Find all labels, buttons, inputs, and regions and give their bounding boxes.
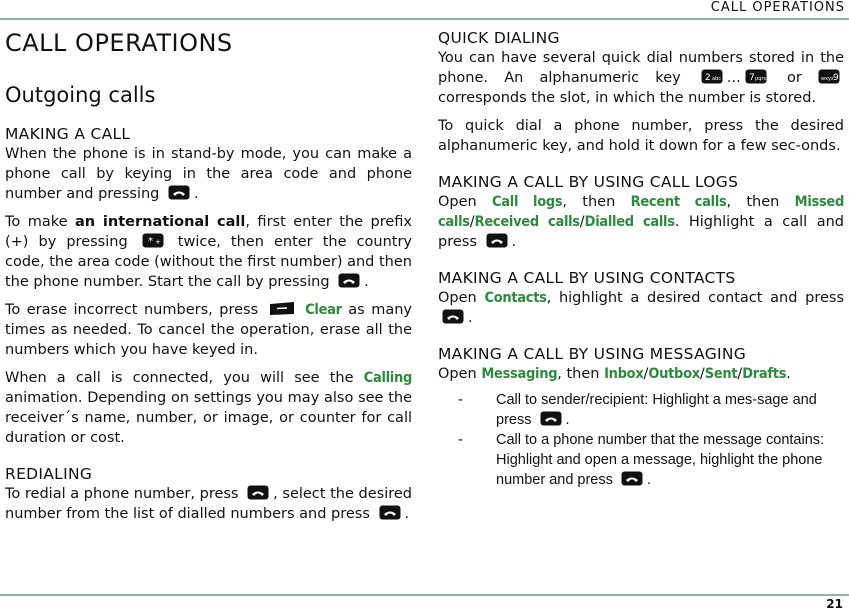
call-key-icon	[540, 411, 562, 426]
heading-call-logs: MAKING A CALL BY USING CALL LOGS	[438, 173, 739, 191]
page-number: 21	[826, 597, 843, 611]
call-key-icon	[247, 485, 269, 500]
svg-text:2: 2	[704, 73, 711, 83]
heading-messaging: MAKING A CALL BY USING MESSAGING	[438, 345, 747, 363]
heading-redialing: REDIALING	[5, 465, 93, 483]
list-item: - Call to sender/recipient: Highlight a mes-sage and press .	[458, 392, 817, 428]
heading-making-a-call: MAKING A CALL	[5, 125, 131, 143]
page-header	[0, 0, 849, 18]
star-key-icon	[142, 233, 164, 248]
svg-text:+: +	[154, 238, 161, 246]
paragraph-call-logs: Open Call logs, then Recent calls, then Missed calls/Received calls/Dialled calls. Highlight a call and press .	[438, 194, 845, 250]
svg-text:*: *	[147, 236, 153, 247]
call-key-icon	[486, 233, 508, 248]
key-7-icon	[745, 69, 767, 84]
paragraph-quick-dial-slots: You can have several quick dial numbers stored in the phone. An alphanumeric key 2 abc ... 7 pqrs or wxyz 9 corresponds the slot, in which the number is stored.	[438, 50, 844, 106]
left-column	[5, 22, 412, 524]
bottom-rule	[0, 594, 849, 596]
paragraph-quick-dial-howto: To quick dial a phone number, press the desired alphanumeric key, and hold it down for a few sec-onds.	[438, 118, 844, 154]
svg-text:7: 7	[748, 73, 755, 83]
key-9-icon	[818, 69, 840, 84]
page-title: CALL OPERATIONS	[5, 29, 233, 57]
svg-text:abc: abc	[711, 76, 721, 82]
heading-quick-dialing: QUICK DIALING	[438, 29, 560, 47]
section-subtitle: Outgoing calls	[5, 83, 156, 107]
call-key-icon	[621, 471, 643, 486]
svg-text:9: 9	[833, 73, 839, 83]
paragraph-messaging: Open Messaging, then Inbox/Outbox/Sent/Drafts.	[438, 366, 791, 382]
paragraph-call-connected: When a call is connected, you will see the Calling animation. Depending on settings you may also see the receiver´s name, number, or image, or counter for call duration or cost.	[5, 370, 412, 446]
key-2-icon	[701, 69, 723, 84]
paragraph-contacts: Open Contacts, highlight a desired contact and press .	[438, 290, 844, 326]
soft-key-icon	[269, 301, 295, 316]
top-rule	[0, 18, 849, 20]
header-title: CALL OPERATIONS	[710, 0, 845, 15]
paragraph-erase-numbers: To erase incorrect numbers, press Clear as many times as needed. To cancel the operation, erase all the numbers which you have keyed in.	[5, 302, 412, 358]
heading-contacts: MAKING A CALL BY USING CONTACTS	[438, 269, 736, 287]
svg-text:pqrs: pqrs	[754, 76, 766, 82]
paragraph-redialing: To redial a phone number, press , select the desired number from the list of dialled numbers and press .	[5, 486, 413, 522]
call-key-icon	[338, 273, 360, 288]
call-key-icon	[379, 505, 401, 520]
call-key-icon	[168, 185, 190, 200]
right-column	[438, 22, 844, 490]
list-item: - Call to a phone number that the message contains: Highlight and open a message, highlight the phone number and press .	[458, 432, 825, 488]
call-key-icon	[442, 309, 464, 324]
messaging-list	[438, 390, 844, 490]
paragraph-making-a-call: When the phone is in stand-by mode, you can make a phone call by keying in the area code and phone number and pressing .	[5, 146, 412, 202]
paragraph-international-call: To make an international call, first enter the prefix (+) by pressing * + twice, then enter the country code, the area code (without the first number) and then the phone number. Start the call by pressing .	[5, 214, 413, 290]
svg-text:wxyz: wxyz	[821, 76, 834, 82]
